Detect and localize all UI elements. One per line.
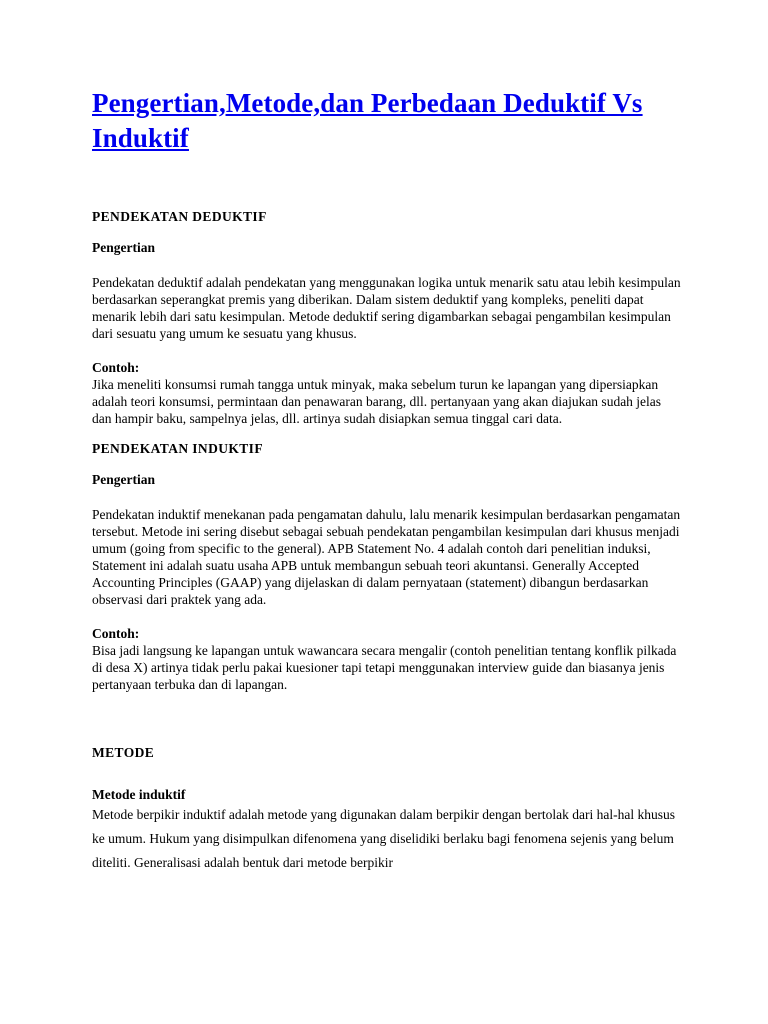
spacer — [92, 608, 682, 626]
spacer — [92, 488, 682, 506]
pengertian-text-induktif: Pendekatan induktif menekanan pada pengamatan dahulu, lalu menarik kesimpulan berdasarkan pengamatan tersebut. Metode ini sering disebut sebagai sebuah pendekatan pengambilan kesimpulan dari khusus menjadi umum (going from specific to the general). APB Statement No. 4 adalah contoh dari penelitian induksi, Statement ini adalah suatu usaha APB untuk membangun sebuah teori akuntansi. Generally Accepted Accounting Principles (GAAP) yang dijelaskan di dalam pernyataan (statement) dibangun berdasarkan observasi dari praktek yang ada. — [92, 507, 681, 607]
pengertian-label-induktif: Pengertian — [92, 472, 155, 487]
spacer — [92, 256, 682, 274]
contoh-text-deduktif: Jika meneliti konsumsi rumah tangga untuk minyak, maka sebelum turun ke lapangan yang dipersiapkan adalah teori konsumsi, permintaan dan penawaran barang, dll. pertanyaan yang akan diajukan sudah jelas dan hampir baku, sampelnya jelas, dll. artinya sudah disiapkan semua tinggal cari data. — [92, 377, 662, 426]
spacer — [92, 457, 682, 472]
section-metode — [92, 745, 682, 875]
section-heading-metode: METODE — [92, 745, 155, 760]
pengertian-label-deduktif: Pengertian — [92, 240, 155, 255]
contoh-label-induktif: Contoh: — [92, 626, 140, 641]
section-heading-deduktif: PENDEKATAN DEDUKTIF — [92, 209, 267, 224]
spacer — [92, 427, 682, 441]
document-title-link[interactable]: Pengertian,Metode,dan Perbedaan Deduktif Vs Induktif — [92, 88, 643, 153]
metode-induktif-text: Metode berpikir induktif adalah metode yang digunakan dalam berpikir dengan bertolak dari hal-hal khusus ke umum. Hukum yang disimpulkan difenomena yang diselidiki berlaku bagi fenomena sejenis yang belum diteliti. Generalisasi adalah bentuk dari metode berpikir — [92, 807, 675, 870]
pengertian-text-deduktif: Pendekatan deduktif adalah pendekatan yang menggunakan logika untuk menarik satu atau lebih kesimpulan berdasarkan seperangkat premis yang diberikan. Dalam sistem deduktif yang kompleks, peneliti dapat menarik lebih dari satu kesimpulan. Metode deduktif sering digambarkan sebagai pengambilan kesimpulan dari sesuatu yang umum ke sesuatu yang khusus. — [92, 275, 681, 341]
spacer — [92, 693, 682, 745]
document-page — [92, 86, 682, 875]
spacer — [92, 156, 682, 209]
section-heading-induktif: PENDEKATAN INDUKTIF — [92, 441, 263, 456]
spacer — [92, 761, 682, 787]
contoh-text-induktif: Bisa jadi langsung ke lapangan untuk wawancara secara mengalir (contoh penelitian tentang konflik pilkada di desa X) artinya tidak perlu pakai kuesioner tapi tetapi menggunakan interview guide dan biasanya jenis pertanyaan terbuka dan di lapangan. — [92, 643, 677, 692]
spacer — [92, 225, 682, 240]
spacer — [92, 342, 682, 360]
document-title[interactable] — [92, 86, 682, 156]
section-deduktif — [92, 209, 682, 427]
section-induktif — [92, 441, 682, 693]
contoh-label-deduktif: Contoh: — [92, 360, 140, 375]
metode-induktif-heading: Metode induktif — [92, 787, 186, 802]
